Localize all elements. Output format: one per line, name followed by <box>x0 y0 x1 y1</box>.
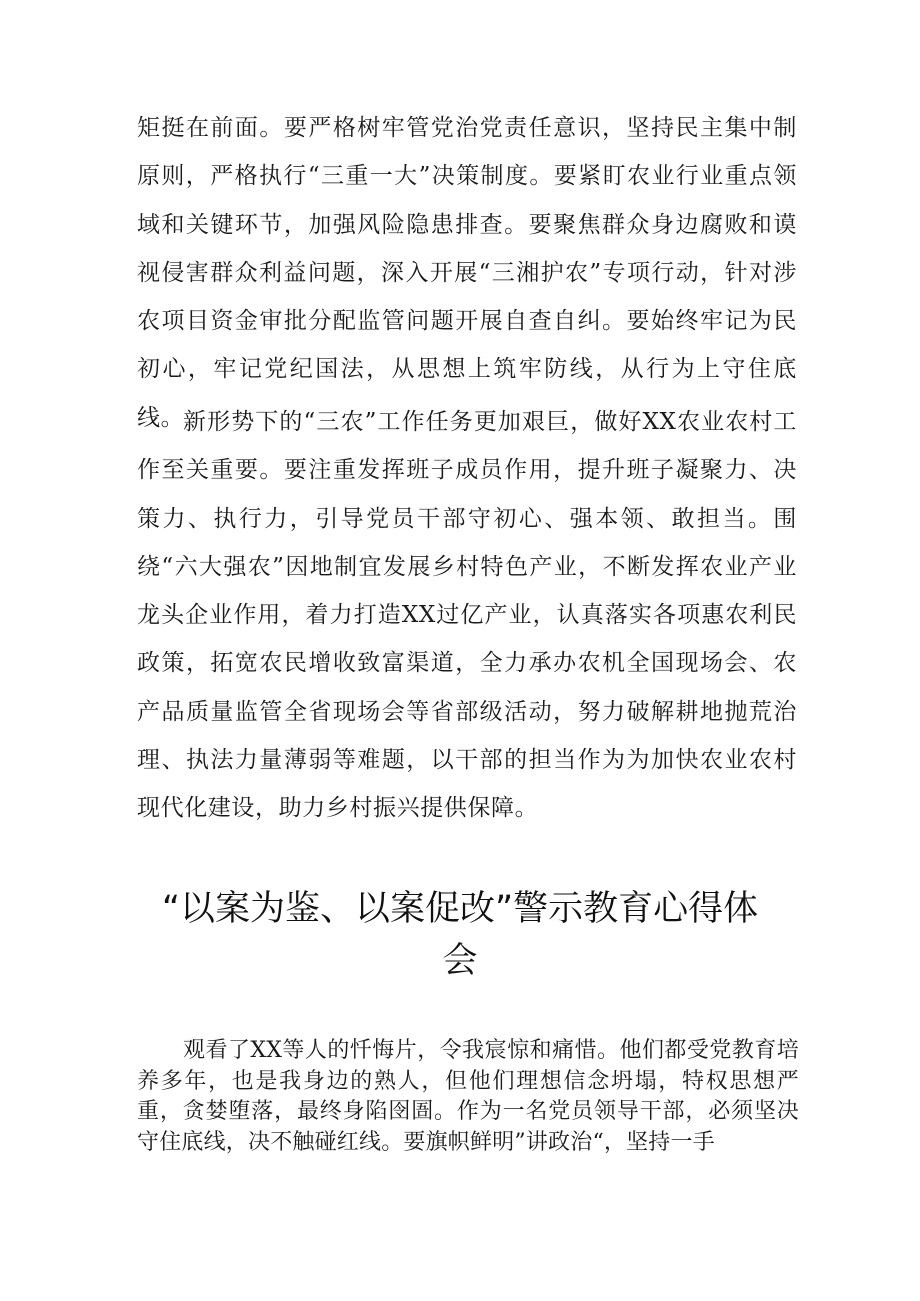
body-paragraph-1: 矩挺在前面。要严格树牢管党治党责任意识，坚持民主集中制原则，严格执行“三重一大”决策制度。要紧盯农业行业重点领域和关键环节，加强风险隐患排查。要聚焦群众身边腐败和谟视侵害群众利益问题，深入开展“三湘护农”专项行动，针对涉农项目资金审批分配监管问题开展自查自纠。要始终牢记为民初心，牢记党纪国法，从思想上筑牢防线，从行为上守住底线。 <box>137 115 797 431</box>
section-body-paragraph: 观看了XX等人的忏悔片，令我宸惊和痛惜。他们都受党教育培养多年，也是我身边的熟人，但他们理想信念坍塌，特权思想严重，贪婪堕落，最终身陷囹圄。作为一名党员领导干部，必须坚决守住底线，决不触碰红线。要旗帜鲜明”讲政治“，坚持一手 <box>137 1038 799 1155</box>
section-title: “以案为鉴、以案促改”警示教育心得体会 <box>161 889 759 981</box>
body-paragraph-2: 新形势下的“三农”工作任务更加艰巨，做好XX农业农村工作至关重要。要注重发挥班子成员作用，提升班子凝聚力、决策力、执行力，引导党员干部守初心、强本领、敢担当。围绕“六大强农”因地制宜发展乡村特色产业，不断发挥农业产业龙头企业作用，着力打造XX过亿产业，认真落实各项惠农利民政策，拓宽农民增收致富渠道，全力承办农机全国现场会、农产品质量监管全省现场会等省部级活动，努力破解耕地抛荒治理、执法力量薄弱等难题，以干部的担当作为为加快农业农村现代化建设，助力乡村振兴提供保障。 <box>137 409 797 822</box>
